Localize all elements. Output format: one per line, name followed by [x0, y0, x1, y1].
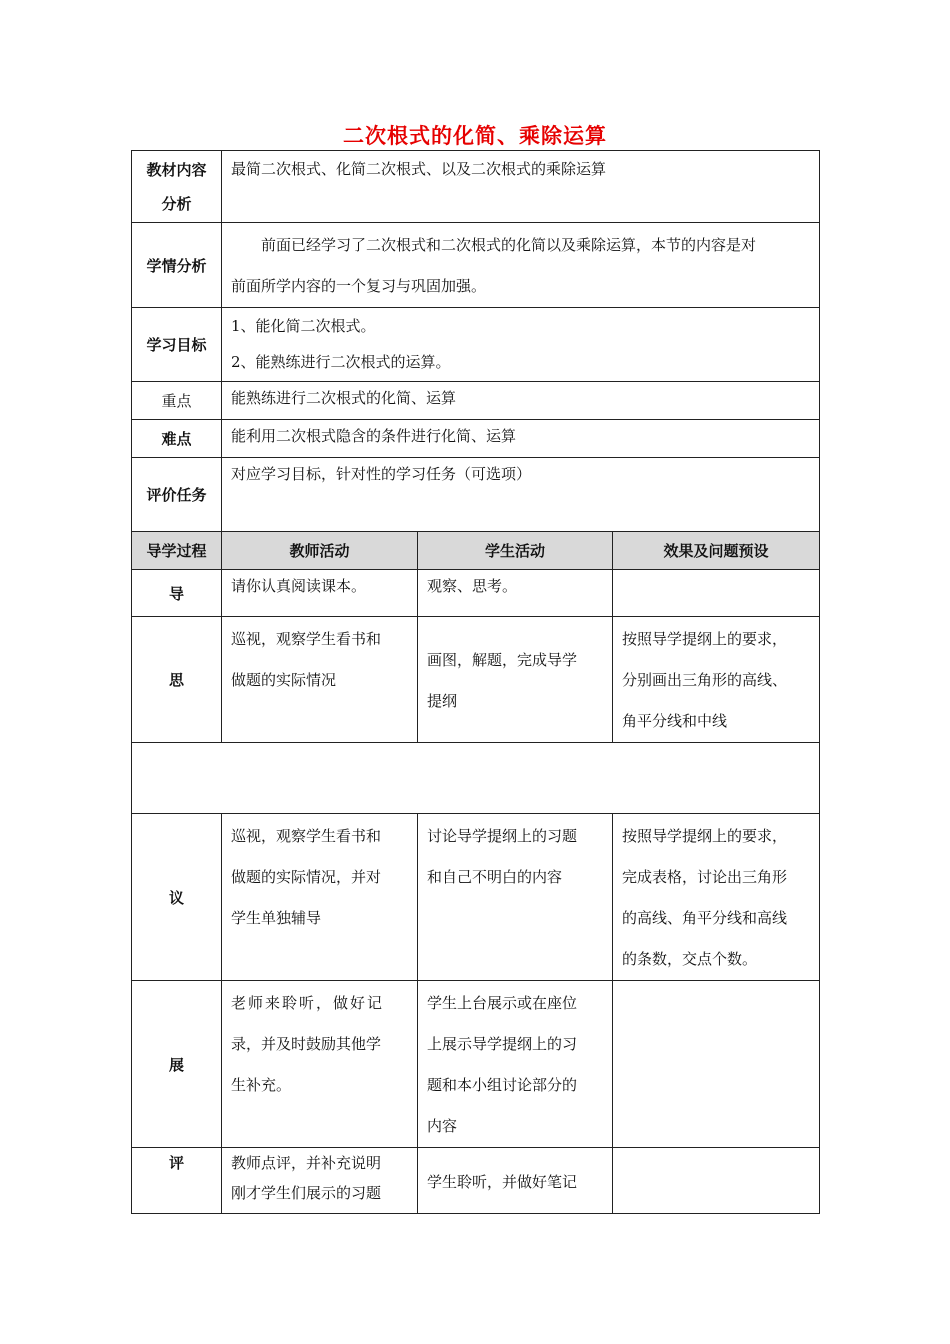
teacher-activity: 教师点评，并补充说明 刚才学生们展示的习题 [222, 1148, 418, 1214]
blank-cell [132, 743, 820, 814]
stage-label: 议 [132, 814, 222, 981]
row-objectives [132, 308, 820, 382]
student-activity: 画图，解题，完成导学 提纲 [418, 617, 613, 743]
effect-cell [613, 981, 820, 1148]
teacher-activity: 巡视，观察学生看书和 做题的实际情况，并对 学生单独辅导 [222, 814, 418, 981]
objectives-list [222, 308, 820, 382]
label-content-analysis: 教材内容 分析 [132, 151, 222, 223]
student-activity: 讨论导学提纲上的习题 和自己不明白的内容 [418, 814, 613, 981]
stage-label: 导 [132, 570, 222, 617]
effect-cell [613, 570, 820, 617]
student-activity: 观察、思考。 [418, 570, 613, 617]
stage-label: 评 [132, 1148, 222, 1214]
lesson-plan-table [131, 150, 820, 1214]
teacher-activity: 巡视，观察学生看书和 做题的实际情况 [222, 617, 418, 743]
objective-item: 1、能化简二次根式。 [231, 317, 376, 335]
teacher-activity: 老师来聆听，做好记 录，并及时鼓励其他学 生补充。 [222, 981, 418, 1148]
label-difficulty: 难点 [132, 420, 222, 458]
difficulty-text: 能利用二次根式隐含的条件进行化简、运算 [222, 420, 820, 458]
effect-cell [613, 1148, 820, 1214]
stage-label: 展 [132, 981, 222, 1148]
header-student: 学生活动 [418, 532, 613, 570]
stage-label: 思 [132, 617, 222, 743]
teacher-activity: 请你认真阅读课本。 [222, 570, 418, 617]
effect-cell: 按照导学提纲上的要求， 完成表格，讨论出三角形 的高线、角平分线和高线 的条数，交点个数。 [613, 814, 820, 981]
table-row [132, 981, 820, 1148]
effect-cell: 按照导学提纲上的要求， 分别画出三角形的高线、 角平分线和中线 [613, 617, 820, 743]
header-process: 导学过程 [132, 532, 222, 570]
key-point-text: 能熟练进行二次根式的化简、运算 [222, 382, 820, 420]
row-assessment [132, 458, 820, 532]
student-activity: 学生聆听，并做好笔记 [418, 1148, 613, 1214]
student-activity: 学生上台展示或在座位 上展示导学提纲上的习 题和本小组讨论部分的 内容 [418, 981, 613, 1148]
content-analysis-text: 最简二次根式、化简二次根式、以及二次根式的乘除运算 [222, 151, 820, 223]
label-key-point: 重点 [132, 382, 222, 420]
objective-item: 2、能熟练进行二次根式的运算。 [231, 353, 451, 371]
blank-row [132, 743, 820, 814]
row-key-point [132, 382, 820, 420]
assessment-text: 对应学习目标，针对性的学习任务（可选项） [222, 458, 820, 532]
label-assessment: 评价任务 [132, 458, 222, 532]
label-learner-analysis: 学情分析 [132, 223, 222, 308]
row-learner-analysis [132, 223, 820, 308]
table-row [132, 1148, 820, 1214]
row-difficulty [132, 420, 820, 458]
table-row [132, 617, 820, 743]
label-objectives: 学习目标 [132, 308, 222, 382]
header-teacher: 教师活动 [222, 532, 418, 570]
learner-analysis-text: 前面已经学习了二次根式和二次根式的化简以及乘除运算，本节的内容是对 前面所学内容的一个复习与巩固加强。 [222, 223, 820, 308]
page-title: 二次根式的化简、乘除运算 [343, 124, 607, 148]
row-content-analysis [132, 151, 820, 223]
table-row [132, 570, 820, 617]
header-effect: 效果及问题预设 [613, 532, 820, 570]
process-header-row [132, 532, 820, 570]
table-row [132, 814, 820, 981]
